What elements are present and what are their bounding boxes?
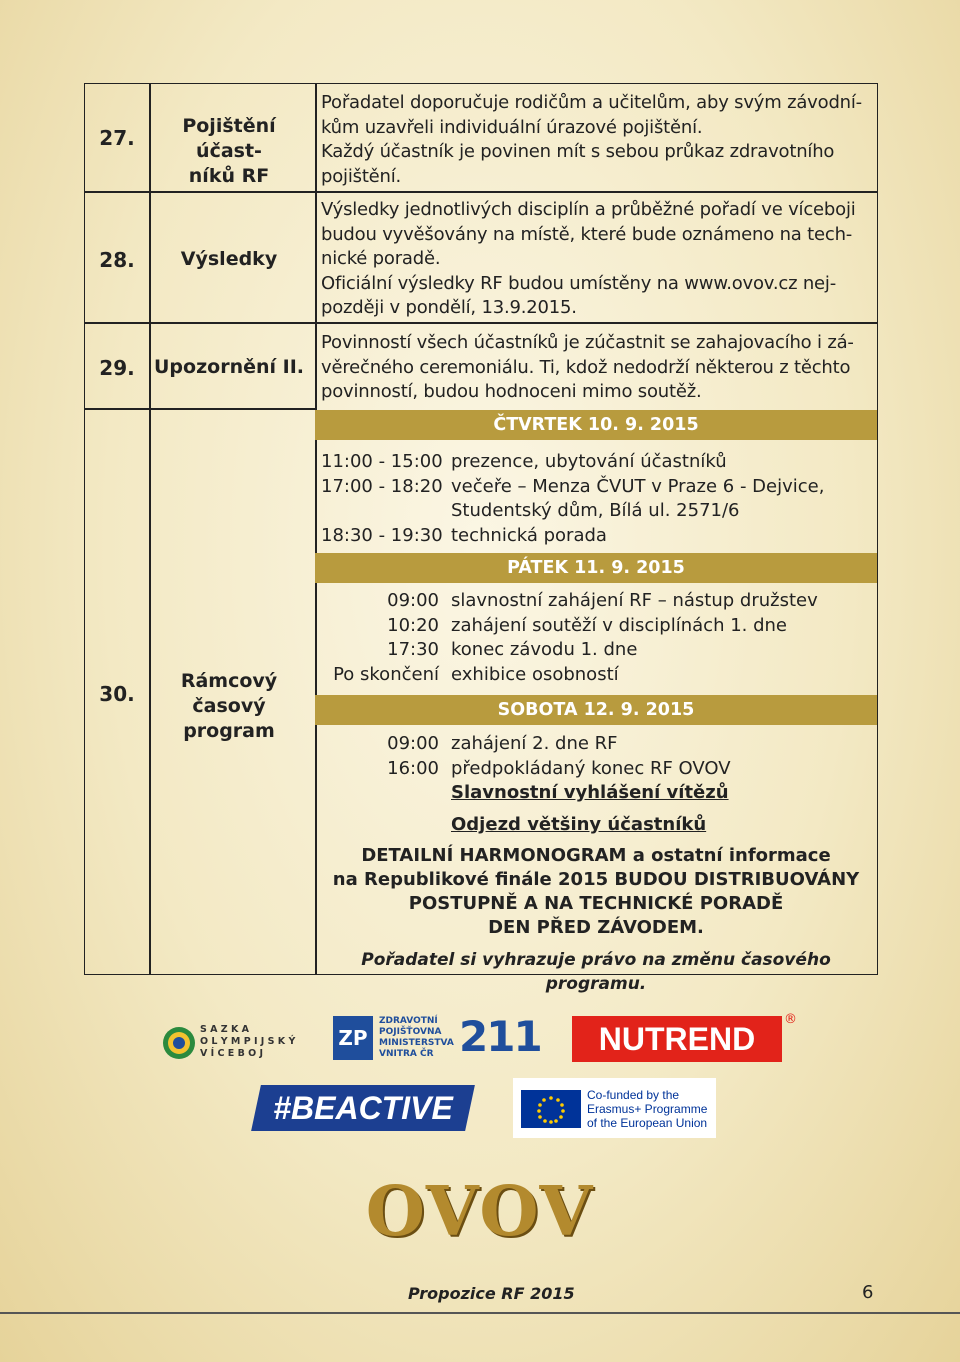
erasmus-logo xyxy=(513,1078,716,1138)
row-label-line: Upozornění II. xyxy=(154,356,304,378)
schedule-text: Studentský dům, Bílá ul. 2571/6 xyxy=(451,500,740,521)
schedule-text: večeře – Menza ČVUT v Praze 6 - Dejvice, xyxy=(451,475,825,497)
reserve-note: Pořadatel si vyhrazuje právo na změnu časového programu. xyxy=(361,950,831,994)
text-line: pojištění. xyxy=(321,165,402,187)
notice-block xyxy=(315,844,877,940)
text-line: nické poradě. xyxy=(321,248,441,269)
schedule-thursday xyxy=(321,450,824,548)
footer-divider xyxy=(0,1312,960,1314)
row-label xyxy=(149,114,309,189)
schedule-time: 17:00 - 18:20 xyxy=(321,475,443,497)
notice-line: na Republikové finále 2015 BUDOU DISTRIBUOVÁNY xyxy=(332,869,860,890)
day-header-thursday: ČTVRTEK 10. 9. 2015 xyxy=(315,410,877,440)
program-table xyxy=(84,83,878,994)
zp-emblem-icon: ZP xyxy=(333,1016,373,1060)
text-line: později v pondělí, 13.9.2015. xyxy=(321,297,577,318)
schedule-time: 17:30 xyxy=(387,639,439,660)
row-label-line: Rámcový xyxy=(180,670,278,692)
notice-line: DEN PŘED ZÁVODEM. xyxy=(488,917,704,938)
schedule-text: exhibice osobností xyxy=(451,663,619,685)
registered-mark: ® xyxy=(784,1012,797,1027)
schedule-time: Po skončení xyxy=(333,663,439,685)
column-divider xyxy=(149,84,151,974)
row-label xyxy=(149,355,309,380)
erasmus-text: Co-funded by the xyxy=(587,1088,680,1102)
sazka-text: V Í C E B O J xyxy=(200,1048,264,1059)
row-number: 30. xyxy=(99,682,135,706)
schedule-text: slavnostní zahájení RF – nástup družstev xyxy=(451,590,818,611)
sazka-logo xyxy=(160,1020,300,1068)
schedule-time: 18:30 - 19:30 xyxy=(321,524,443,546)
row-number: 28. xyxy=(99,248,135,272)
beactive-text: #BEACTIVE xyxy=(273,1090,453,1126)
nutrend-text: NUTREND xyxy=(598,1021,756,1057)
row-divider xyxy=(85,191,877,193)
row-number: 27. xyxy=(99,126,135,150)
ovov-logo xyxy=(360,1172,600,1252)
text-line: Každý účastník je povinen mít s sebou průkaz zdravotního xyxy=(321,141,835,162)
row-text xyxy=(321,331,871,405)
schedule-text: zahájení soutěží v disciplínách 1. dne xyxy=(451,614,787,636)
eu-flag-icon xyxy=(521,1090,581,1128)
zp-logo xyxy=(333,1014,543,1064)
row-label xyxy=(149,669,309,744)
zp-text: VNITRA ČR xyxy=(379,1049,434,1059)
schedule-text: předpokládaný konec RF OVOV xyxy=(451,757,731,779)
row-label-line: Výsledky xyxy=(180,248,278,270)
text-line: Pořadatel doporučuje rodičům a učitelům, aby svým závodní- xyxy=(321,92,862,113)
text-line: Povinností všech účastníků je zúčastnit se zahajovacího i zá- xyxy=(321,332,854,353)
row-label-line: časový program xyxy=(183,695,275,742)
text-line: věrečného ceremoniálu. Ti, kdož nedodrží některou z těchto xyxy=(321,356,851,378)
row-label xyxy=(149,247,309,272)
text-line: Výsledky jednotlivých disciplín a průběžné pořadí ve víceboji xyxy=(321,199,856,220)
row-number: 29. xyxy=(99,356,135,380)
sazka-emblem-icon xyxy=(162,1026,196,1060)
text-line: kům uzavřeli individuální úrazové pojištění. xyxy=(321,116,703,138)
schedule-text: Slavnostní vyhlášení vítězů xyxy=(451,782,729,803)
zp-text: ZDRAVOTNÍ xyxy=(379,1016,438,1026)
day-header-friday: PÁTEK 11. 9. 2015 xyxy=(315,553,877,583)
notice-line: DETAILNÍ HARMONOGRAM a ostatní informace xyxy=(361,845,831,866)
schedule-time: 09:00 xyxy=(387,733,439,754)
schedule-text: zahájení 2. dne RF xyxy=(451,733,618,754)
schedule-time: 10:20 xyxy=(387,614,439,636)
schedule-time: 11:00 - 15:00 xyxy=(321,451,443,472)
page-number: 6 xyxy=(862,1282,874,1303)
row-divider xyxy=(85,408,315,410)
row-divider xyxy=(85,322,877,324)
beactive-logo xyxy=(251,1085,475,1131)
row-label-line: Pojištění účast- xyxy=(182,115,276,162)
ovov-text: OVOV xyxy=(365,1172,595,1252)
sazka-text: O L Y M P I J S K Ý xyxy=(200,1036,296,1047)
schedule-text: konec závodu 1. dne xyxy=(451,639,638,660)
zp-text: MINISTERSTVA xyxy=(379,1038,454,1048)
row-text xyxy=(321,198,871,321)
footer-title: Propozice RF 2015 xyxy=(408,1284,575,1303)
erasmus-text: Erasmus+ Programme xyxy=(587,1102,708,1116)
schedule-time: 16:00 xyxy=(387,757,439,779)
text-line: povinností, budou hodnoceni mimo soutěž. xyxy=(321,381,702,402)
column-divider xyxy=(315,84,317,974)
text-line: budou vyvěšovány na místě, které bude oznámeno na tech- xyxy=(321,223,853,245)
erasmus-text: of the European Union xyxy=(587,1116,708,1130)
schedule-text: prezence, ubytování účastníků xyxy=(451,451,727,472)
zp-number: 211 xyxy=(459,1012,541,1061)
sazka-text: S A Z K A xyxy=(200,1024,250,1035)
schedule-time: 09:00 xyxy=(387,590,439,611)
row-label-line: níků RF xyxy=(188,165,270,187)
schedule-text: technická porada xyxy=(451,524,607,546)
text-line: Oficiální výsledky RF budou umístěny na www.ovov.cz nej- xyxy=(321,272,837,294)
notice-line: POSTUPNĚ A NA TECHNICKÉ PORADĚ xyxy=(408,893,784,914)
row-text xyxy=(321,91,871,189)
schedule-friday xyxy=(321,589,818,687)
zp-text: POJIŠŤOVNA xyxy=(379,1027,442,1037)
schedule-saturday xyxy=(321,732,731,806)
day-header-saturday: SOBOTA 12. 9. 2015 xyxy=(315,695,877,725)
nutrend-logo xyxy=(572,1016,782,1062)
departure-note: Odjezd většiny účastníků xyxy=(451,814,707,835)
